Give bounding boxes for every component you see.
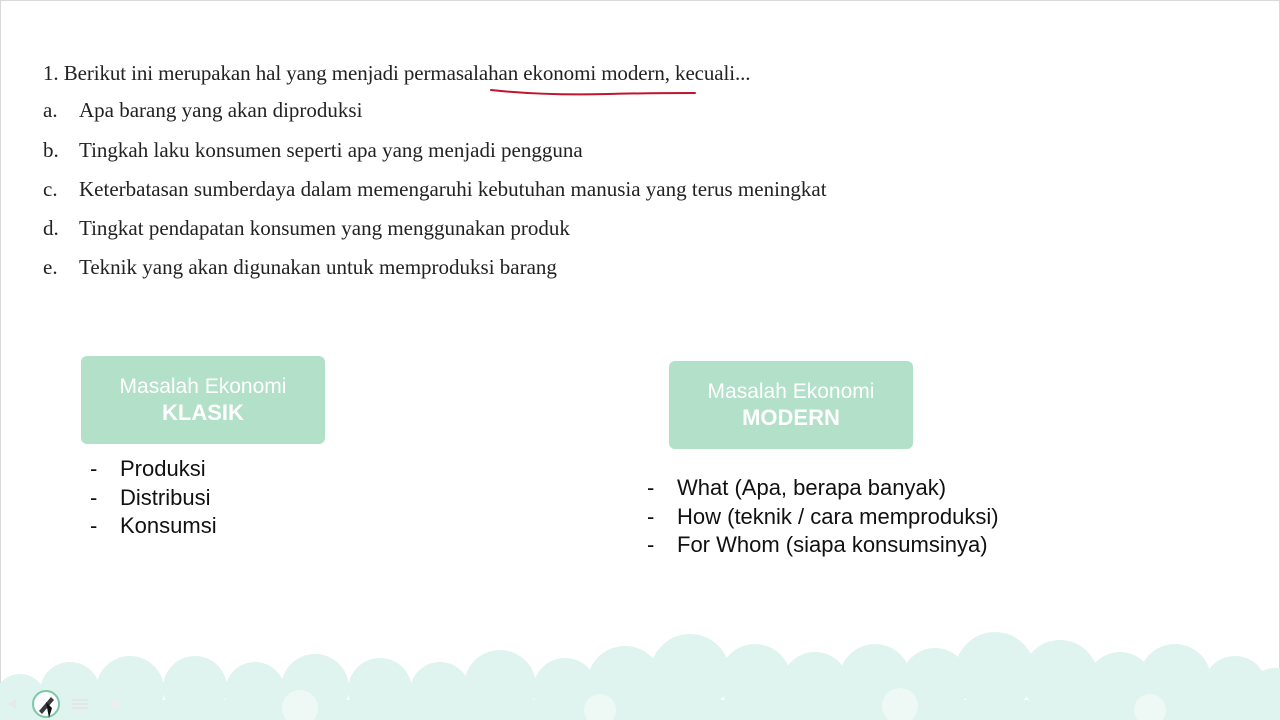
option-c [43,176,827,202]
klasik-box [81,356,325,444]
modern-box [669,361,913,449]
modern-box-subtitle: MODERN [742,405,840,430]
list-item [90,512,217,541]
klasik-box-title: Masalah Ekonomi [119,375,287,398]
arrow-left-icon[interactable] [8,699,16,709]
modern-box-title: Masalah Ekonomi [707,380,875,403]
list-item [647,531,999,560]
option-text: Apa barang yang akan diproduksi [79,98,363,122]
list-item-text: What (Apa, berapa banyak) [677,475,947,500]
klasik-list [90,455,217,541]
list-item-text: Distribusi [120,484,211,510]
option-text: Tingkah laku konsumen seperti apa yang menjadi pengguna [79,138,583,162]
list-item [90,455,217,484]
option-e [43,254,557,280]
option-text: Keterbatasan sumberdaya dalam memengaruhi kebutuhan manusia yang terus meningkat [79,177,827,201]
option-letter: a. [43,98,58,122]
presenter-toolbar [0,688,130,720]
list-item-text: How (teknik / cara memproduksi) [677,503,999,529]
option-text: Teknik yang akan digunakan untuk memproduksi barang [79,255,557,279]
dash-marker: - [90,456,98,481]
option-b [43,137,583,163]
option-letter: d. [43,216,59,240]
menu-icon[interactable] [72,699,88,709]
pen-icon[interactable] [33,691,59,718]
list-item-text: Konsumsi [120,513,217,539]
option-text: Tingkat pendapatan konsumen yang menggunakan produk [79,216,570,240]
list-item [90,484,217,513]
dash-marker: - [90,484,98,510]
pen-annotation-underline [488,86,700,100]
option-a [43,97,362,123]
dash-marker: - [647,475,655,500]
option-letter: c. [43,177,58,201]
list-item [647,503,999,532]
dash-marker: - [647,532,655,558]
dash-marker: - [647,503,655,529]
option-letter: b. [43,138,59,162]
option-d [43,215,570,241]
cloud-decoration [0,630,1280,720]
list-item-text: For Whom (siapa konsumsinya) [677,532,988,558]
question-text: 1. Berikut ini merupakan hal yang menjadi permasalahan ekonomi modern, kecuali... [43,61,751,85]
klasik-box-subtitle: KLASIK [162,400,244,425]
modern-list [647,474,999,560]
dash-marker: - [90,513,98,539]
arrow-right-icon[interactable] [112,699,120,709]
list-item-text: Produksi [120,456,206,481]
list-item [647,474,999,503]
option-letter: e. [43,255,58,279]
